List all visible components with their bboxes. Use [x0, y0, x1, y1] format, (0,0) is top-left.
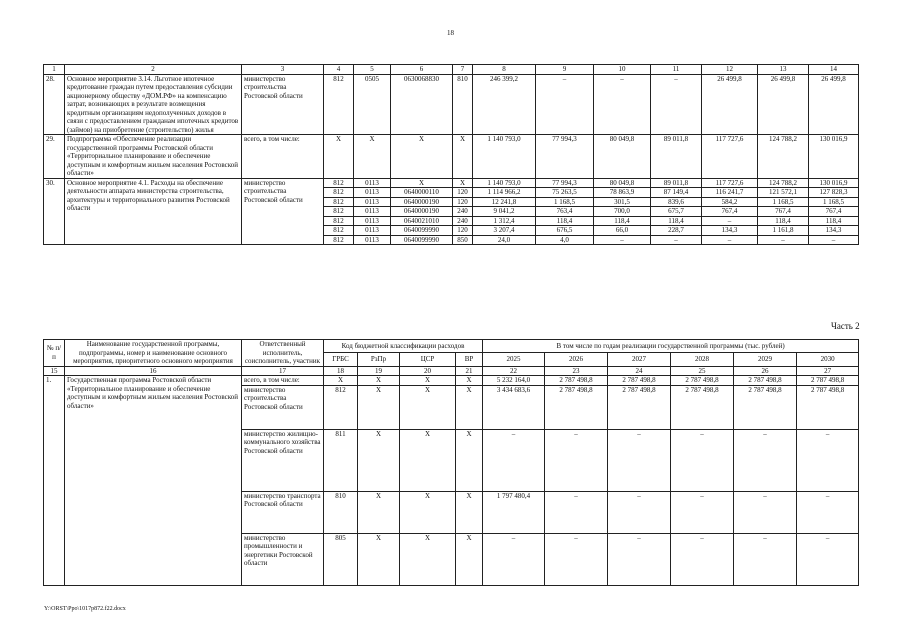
event-name: Основное мероприятие 4.1. Расходы на обеспечение деятельности аппарата министерства строительства, архитектуры и территориального развития Ростовской области — [65, 178, 242, 245]
cell: 24,0 — [473, 235, 536, 245]
cell: – — [608, 491, 671, 533]
cell: 66,0 — [594, 226, 651, 236]
cell: 2 787 498,8 — [797, 385, 859, 429]
cell: 130 016,9 — [809, 178, 859, 188]
cell: 812 — [324, 216, 354, 226]
cell: 2 787 498,8 — [734, 385, 797, 429]
column-number: 17 — [242, 366, 324, 376]
budget-table-part2 — [43, 339, 859, 586]
table-row-1 — [44, 376, 859, 386]
cell: 767,4 — [702, 207, 758, 217]
cell: 1 161,8 — [758, 226, 809, 236]
cell: 124 788,2 — [758, 135, 809, 179]
cell: 1 797 480,4 — [483, 491, 545, 533]
cell: 77 994,3 — [536, 178, 594, 188]
cell: – — [734, 491, 797, 533]
subprogram-name: Подпрограмма «Обеспечение реализации государственной программы Ростовской области «Территориальное планирование и обеспечение доступным и комфортным жильем населения Ростовской области» — [65, 135, 242, 179]
cell: 0113 — [354, 226, 391, 236]
cell: 584,2 — [702, 197, 758, 207]
cell: 117 727,6 — [702, 135, 758, 179]
cell: – — [758, 235, 809, 245]
cell: 839,6 — [651, 197, 702, 207]
cell: 0113 — [354, 197, 391, 207]
table-row-30 — [44, 178, 859, 188]
cell: Х — [391, 135, 453, 179]
cell: 228,7 — [651, 226, 702, 236]
column-number-row — [44, 65, 859, 75]
cell: 89 011,8 — [651, 135, 702, 179]
column-number: 22 — [483, 366, 545, 376]
responsible: всего, в том числе: — [242, 376, 324, 386]
cell: 2 787 498,8 — [671, 385, 734, 429]
cell: 0505 — [354, 74, 391, 135]
cell: 675,7 — [651, 207, 702, 217]
column-number: 18 — [324, 366, 358, 376]
header-vr: ВР — [456, 353, 483, 366]
cell: Х — [456, 491, 483, 533]
column-number: 1 — [44, 65, 65, 75]
cell: 763,4 — [536, 207, 594, 217]
cell: 301,5 — [594, 197, 651, 207]
cell: 246 399,2 — [473, 74, 536, 135]
column-number: 21 — [456, 366, 483, 376]
cell: 3 207,4 — [473, 226, 536, 236]
cell: 2 787 498,8 — [671, 376, 734, 386]
cell: Х — [400, 491, 456, 533]
header-rzpr: РзПр — [358, 353, 400, 366]
cell: Х — [354, 135, 391, 179]
cell: – — [594, 74, 651, 135]
cell: 80 049,8 — [594, 135, 651, 179]
table-row-28 — [44, 74, 859, 135]
cell: 812 — [324, 226, 354, 236]
cell: 0640000190 — [391, 197, 453, 207]
cell: 77 994,3 — [536, 135, 594, 179]
cell: 26 499,8 — [809, 74, 859, 135]
cell: 3 434 683,6 — [483, 385, 545, 429]
cell: 121 572,1 — [758, 188, 809, 198]
column-number: 20 — [400, 366, 456, 376]
cell: – — [545, 429, 608, 491]
cell: 0113 — [354, 216, 391, 226]
cell: 26 499,8 — [702, 74, 758, 135]
cell: 805 — [324, 533, 358, 585]
header-csr: ЦСР — [400, 353, 456, 366]
cell: – — [797, 429, 859, 491]
cell: 118,4 — [594, 216, 651, 226]
cell: 767,4 — [809, 207, 859, 217]
responsible: министерство транспорта Ростовской области — [242, 491, 324, 533]
cell: 0630068830 — [391, 74, 453, 135]
cell: Х — [391, 178, 453, 188]
cell: Х — [324, 135, 354, 179]
cell: 812 — [324, 385, 358, 429]
program-name: Государственная программа Ростовской области «Территориальное планирование и обеспечение доступным и комфортным жильем населения Ростовской области» — [65, 376, 242, 586]
cell: 700,0 — [594, 207, 651, 217]
cell: 0113 — [354, 178, 391, 188]
cell: Х — [456, 385, 483, 429]
cell: 850 — [453, 235, 473, 245]
cell: 75 263,5 — [536, 188, 594, 198]
cell: 80 049,8 — [594, 178, 651, 188]
cell: – — [608, 533, 671, 585]
cell: 0640099990 — [391, 235, 453, 245]
cell: 1 168,5 — [758, 197, 809, 207]
cell: Х — [453, 178, 473, 188]
column-number: 19 — [358, 366, 400, 376]
table-row-29 — [44, 135, 859, 179]
cell: – — [545, 491, 608, 533]
cell: 812 — [324, 235, 354, 245]
cell: – — [483, 429, 545, 491]
cell: 4,0 — [536, 235, 594, 245]
cell: 118,4 — [758, 216, 809, 226]
cell: 78 863,9 — [594, 188, 651, 198]
header-kbk: Код бюджетной классификации расходов — [324, 340, 483, 353]
header-years: В том числе по годам реализации государственной программы (тыс. рублей) — [483, 340, 859, 353]
column-number: 4 — [324, 65, 354, 75]
responsible: министерство строительства Ростовской области — [242, 74, 324, 135]
cell: 676,5 — [536, 226, 594, 236]
cell: 1 114 966,2 — [473, 188, 536, 198]
cell: 134,3 — [702, 226, 758, 236]
cell: – — [797, 491, 859, 533]
column-number-row — [44, 366, 859, 376]
header-year: 2030 — [797, 353, 859, 366]
cell: 118,4 — [809, 216, 859, 226]
column-number: 6 — [391, 65, 453, 75]
header-year: 2026 — [545, 353, 608, 366]
cell: 0113 — [354, 188, 391, 198]
cell: 0640099990 — [391, 226, 453, 236]
cell: 0640021010 — [391, 216, 453, 226]
cell: Х — [400, 385, 456, 429]
cell: 0113 — [354, 207, 391, 217]
event-name: Основное мероприятие 3.14. Льготное ипотечное кредитование граждан путем предоставления субсидии акционерному обществу «ДОМ.РФ» на компенсацию затрат, возникающих в результате возмещения кредитным организациям недополученных доходов в связи с предоставлением гражданам ипотечных кредитов (займов) на приобретение (строительство) жилья — [65, 74, 242, 135]
cell: 118,4 — [536, 216, 594, 226]
column-number: 10 — [594, 65, 651, 75]
cell: Х — [456, 376, 483, 386]
cell: – — [545, 533, 608, 585]
column-number: 7 — [453, 65, 473, 75]
cell: 9 041,2 — [473, 207, 536, 217]
column-number: 27 — [797, 366, 859, 376]
cell: – — [671, 429, 734, 491]
column-number: 24 — [608, 366, 671, 376]
cell: Х — [358, 533, 400, 585]
cell: 2 787 498,8 — [797, 376, 859, 386]
cell: – — [702, 235, 758, 245]
cell: 812 — [324, 188, 354, 198]
cell: 1 312,4 — [473, 216, 536, 226]
cell: Х — [358, 491, 400, 533]
cell: 1 140 793,0 — [473, 178, 536, 188]
cell: – — [797, 533, 859, 585]
column-number: 16 — [65, 366, 242, 376]
column-number: 15 — [44, 366, 65, 376]
cell: 812 — [324, 207, 354, 217]
cell: Х — [358, 385, 400, 429]
cell: 1 168,5 — [809, 197, 859, 207]
header-year: 2029 — [734, 353, 797, 366]
cell: 2 787 498,8 — [608, 376, 671, 386]
cell: 118,4 — [651, 216, 702, 226]
column-number: 2 — [65, 65, 242, 75]
cell: 2 787 498,8 — [608, 385, 671, 429]
row-number: 29. — [44, 135, 65, 179]
cell: 1 168,5 — [536, 197, 594, 207]
responsible: всего, в том числе: — [242, 135, 324, 179]
cell: 0640000190 — [391, 207, 453, 217]
cell: 810 — [324, 491, 358, 533]
header-name: Наименование государственной программы, подпрограммы, номер и наименование основного мероприятия, приоритетного основного мероприятия — [65, 340, 242, 367]
cell: Х — [358, 429, 400, 491]
cell: – — [651, 235, 702, 245]
cell: Х — [358, 376, 400, 386]
cell: 812 — [324, 74, 354, 135]
header-year: 2027 — [608, 353, 671, 366]
cell: – — [671, 491, 734, 533]
cell: – — [651, 74, 702, 135]
column-number: 13 — [758, 65, 809, 75]
cell: 124 788,2 — [758, 178, 809, 188]
cell: Х — [324, 376, 358, 386]
page-number: 18 — [447, 29, 454, 37]
header-num: № п/п — [44, 340, 65, 367]
cell: Х — [456, 429, 483, 491]
cell: 120 — [453, 188, 473, 198]
footer-file-path: Y:\ORST\Ppo\1017p872.f22.docx — [44, 606, 126, 612]
cell: Х — [400, 429, 456, 491]
cell: 0640000110 — [391, 188, 453, 198]
column-number: 14 — [809, 65, 859, 75]
header-responsible: Ответственный исполнитель, соисполнитель, участник — [242, 340, 324, 367]
responsible: министерство промышленности и энергетики Ростовской области — [242, 533, 324, 585]
column-number: 25 — [671, 366, 734, 376]
cell: 120 — [453, 197, 473, 207]
row-number: 1. — [44, 376, 65, 586]
row-number: 30. — [44, 178, 65, 245]
column-number: 9 — [536, 65, 594, 75]
header-year: 2028 — [671, 353, 734, 366]
responsible: министерство строительства Ростовской области — [242, 385, 324, 429]
header-grbs: ГРБС — [324, 353, 358, 366]
cell: 130 016,9 — [809, 135, 859, 179]
cell: – — [734, 429, 797, 491]
cell: 1 140 793,0 — [473, 135, 536, 179]
cell: 0113 — [354, 235, 391, 245]
cell: 87 149,4 — [651, 188, 702, 198]
column-number: 8 — [473, 65, 536, 75]
column-number: 23 — [545, 366, 608, 376]
cell: 134,3 — [809, 226, 859, 236]
cell: – — [594, 235, 651, 245]
cell: 127 828,3 — [809, 188, 859, 198]
cell: 812 — [324, 178, 354, 188]
row-number: 28. — [44, 74, 65, 135]
cell: 12 241,8 — [473, 197, 536, 207]
column-number: 11 — [651, 65, 702, 75]
responsible: министерство жилищно-коммунального хозяйства Ростовской области — [242, 429, 324, 491]
cell: 811 — [324, 429, 358, 491]
column-number: 3 — [242, 65, 324, 75]
responsible: министерство строительства Ростовской области — [242, 178, 324, 245]
cell: – — [734, 533, 797, 585]
cell: 240 — [453, 216, 473, 226]
cell: 810 — [453, 74, 473, 135]
cell: 767,4 — [758, 207, 809, 217]
part-label: Часть 2 — [831, 321, 860, 331]
cell: 89 011,8 — [651, 178, 702, 188]
column-number: 12 — [702, 65, 758, 75]
cell: 812 — [324, 197, 354, 207]
cell: – — [608, 429, 671, 491]
budget-table-part1 — [43, 64, 859, 245]
column-number: 26 — [734, 366, 797, 376]
cell: 2 787 498,8 — [734, 376, 797, 386]
cell: 116 241,7 — [702, 188, 758, 198]
cell: – — [702, 216, 758, 226]
cell: 120 — [453, 226, 473, 236]
cell: Х — [400, 533, 456, 585]
cell: – — [483, 533, 545, 585]
cell: Х — [453, 135, 473, 179]
cell: 2 787 498,8 — [545, 385, 608, 429]
column-number: 5 — [354, 65, 391, 75]
cell: 26 499,8 — [758, 74, 809, 135]
header-year: 2025 — [483, 353, 545, 366]
cell: 5 232 164,0 — [483, 376, 545, 386]
cell: 2 787 498,8 — [545, 376, 608, 386]
cell: 117 727,6 — [702, 178, 758, 188]
cell: Х — [456, 533, 483, 585]
cell: – — [671, 533, 734, 585]
cell: Х — [400, 376, 456, 386]
header-row — [44, 340, 859, 353]
cell: – — [536, 74, 594, 135]
cell: 240 — [453, 207, 473, 217]
cell: – — [809, 235, 859, 245]
